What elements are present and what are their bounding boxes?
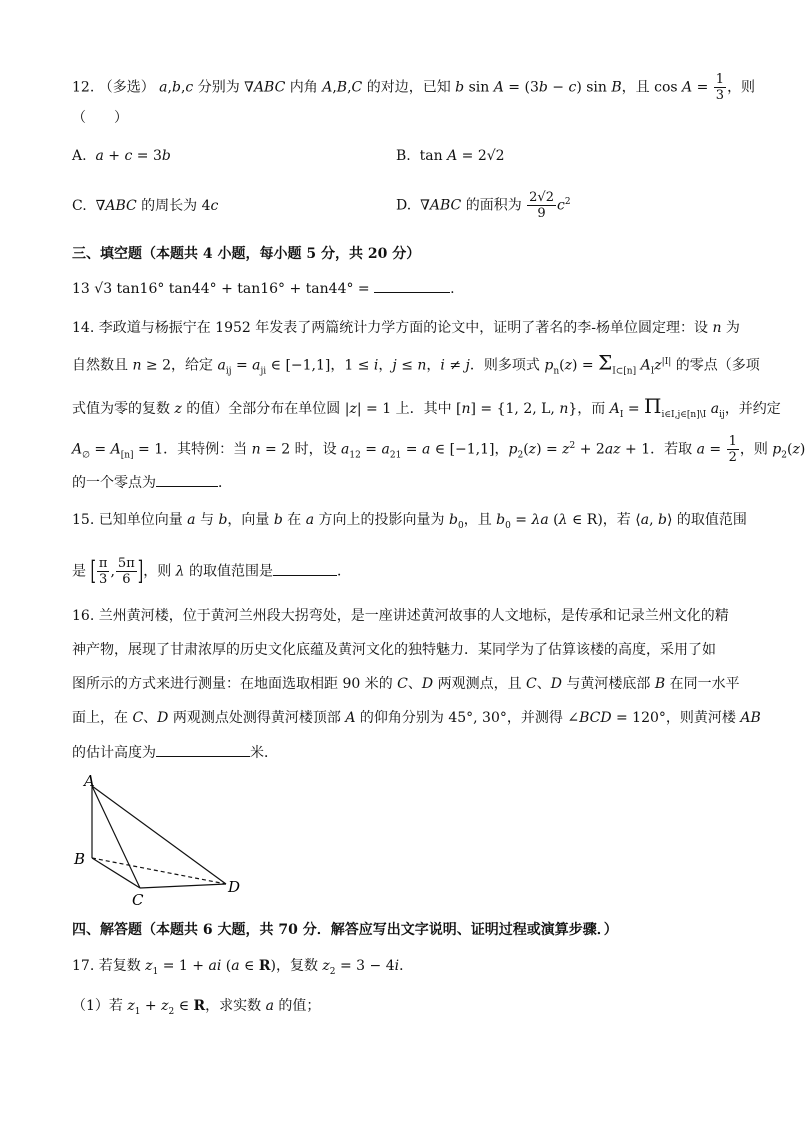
q16-line3: 图所示的方式来进行测量：在地面选取相距 90 米的 C、D 两观测点，且 C、D 与黄河楼底部 B 在同一水平	[72, 676, 740, 692]
q12-option-c: C. ∇ABC 的周长为 4c	[72, 198, 219, 214]
q17-part1: （1）若 $z_1 + z_2$ ∈ R，求实数 a 的值；	[72, 998, 321, 1017]
section-4-heading: 四、解答题（本题共 6 大题，共 70 分．解答应写出文字说明、证明过程或演算步骤．）	[72, 922, 618, 938]
q16-line4: 面上，在 C、D 两观测点处测得黄河楼顶部 A 的仰角分别为 45°, 30°，并测得 ∠BCD = 120°，则黄河楼 AB	[72, 710, 761, 726]
q14-line1: 14. 李政道与杨振宁在 1952 年发表了两篇统计力学方面的论文中，证明了著名的李-杨单位圆定理：设 n 为	[72, 320, 740, 336]
fraction: $\frac{2√2}{9}$	[529, 190, 554, 221]
answer-blank[interactable]	[374, 278, 450, 293]
q12-paren: （ ）	[72, 110, 128, 126]
fraction: $\frac{5\pi}{6}$	[117, 556, 135, 587]
q15-line2: 是 [ $\frac{\pi}{3}$ , $\frac{5\pi}{6}$ ]，则 λ 的取值范围是 ．	[72, 556, 351, 587]
q14-line5: 的一个零点为 ．	[72, 472, 232, 493]
q14-line4: $A_\emptyset = A_{[n]} = 1$．其特例：当 n = 2 时，设 $a_{12} = a_{21} = a$ ∈ [−1,1]，$p_2(z) = z^2 + 2az + 1$．若取 a = $\frac{1}{2}$ ，则 $p_2(z)$	[72, 434, 805, 465]
answer-blank[interactable]	[156, 472, 218, 487]
q12-line1: 12. （多选） a,b,c 分别为 ∇ABC 内角 A,B,C 的对边，已知 b sin A = (3b − c) sin B，且 cos A = $\frac{1}{3}$ ，则	[72, 72, 756, 103]
q16-line1: 16. 兰州黄河楼，位于黄河兰州段大拐弯处，是一座讲述黄河故事的人文地标，是传承和记录兰州文化的精	[72, 608, 729, 624]
q12-option-b: B. tan A = 2√2	[396, 148, 505, 164]
fraction: $\frac{1}{2}$	[728, 434, 737, 465]
answer-blank[interactable]	[156, 742, 250, 757]
label-a: A	[84, 772, 95, 790]
question-number: 12.	[72, 79, 95, 96]
section-3-heading: 三、填空题（本题共 4 小题，每小题 5 分，共 20 分）	[72, 246, 421, 262]
q17-stem: 17. 若复数 $z_1 = 1$ + ai (a ∈ R)，复数 $z_2 = 3 - 4i$．	[72, 958, 414, 977]
q16-figure	[68, 772, 258, 907]
q12-option-d: D. ∇ABC 的面积为 $\frac{2√2}{9}$ $c^2$	[396, 190, 571, 221]
edge-ad	[92, 786, 226, 884]
question-tag: （多选）	[98, 79, 155, 96]
label-d: D	[228, 878, 241, 896]
fraction: $\frac{\pi}{3}$	[98, 556, 108, 587]
q13-line: 13 √3 tan16° tan44° + tan16° + tan44° = .	[72, 278, 455, 299]
answer-blank[interactable]	[273, 561, 337, 576]
q15-line1: 15. 已知单位向量 a 与 b，向量 b 在 a 方向上的投影向量为 $b_0$，且 $b_0 = \lambda a$ (λ ∈ R)，若 ⟨a, b⟩ 的取值范围	[72, 512, 747, 531]
q14-line2: 自然数且 n ≥ 2，给定 $a_{ij} = a_{ji}$ ∈ [−1,1]，1 ≤ i，j ≤ n，i ≠ j．则多项式 $p_n(z) = \Sigma_{I\subset[n]}$ $A_Iz^{|I|}$ 的零点（多项	[72, 350, 760, 377]
edge-cd	[140, 884, 226, 888]
q12-option-a: A. a + c = 3b	[72, 148, 171, 164]
q16-line2: 神产物，展现了甘肃浓厚的历史文化底蕴及黄河文化的独特魅力．某同学为了估算该楼的高度，采用了如	[72, 642, 716, 658]
q16-line5: 的估计高度为 米．	[72, 742, 278, 763]
fraction: $\frac{1}{3}$	[715, 72, 725, 103]
label-b: B	[74, 850, 86, 868]
q14-line3: 式值为零的复数 z 的值）全部分布在单位圆 |z| = 1 上．其中 [n] = {1, 2, L, n}，而 $A_I = \Pi_{i\in I,j\in[n]\backslash I}$ $a_{ij}$，并约定	[72, 394, 781, 420]
label-c: C	[132, 891, 144, 909]
